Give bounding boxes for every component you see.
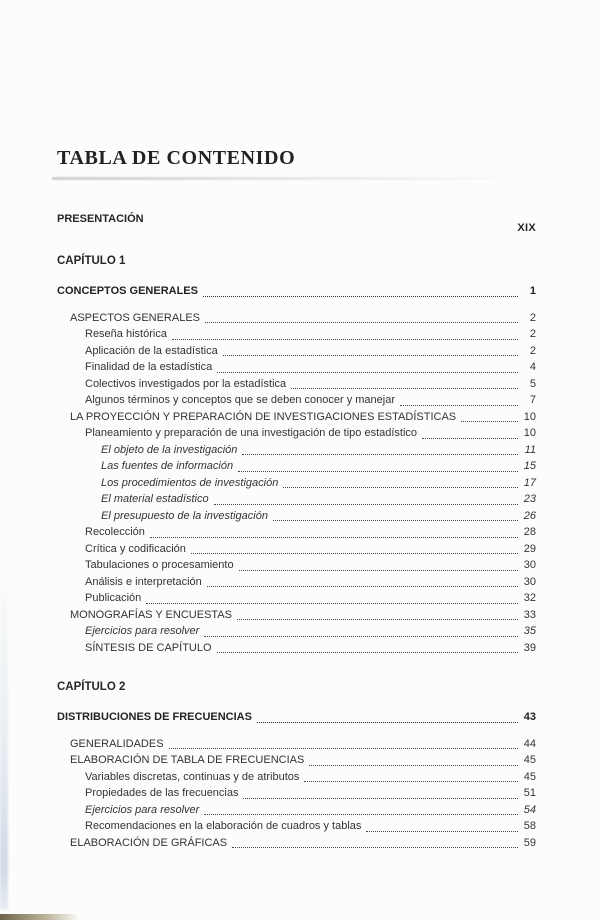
toc-entry-page-number: 1 bbox=[529, 285, 536, 297]
toc-entry bbox=[57, 769, 536, 786]
dot-leader bbox=[150, 537, 518, 538]
chapter-block bbox=[57, 681, 536, 851]
toc-entry-page-number: 2 bbox=[529, 311, 536, 324]
dot-leader bbox=[146, 603, 518, 604]
toc-entry bbox=[57, 835, 536, 852]
toc-entry-label: Propiedades de las frecuencias bbox=[85, 787, 239, 799]
dot-leader bbox=[422, 438, 518, 439]
toc-entry bbox=[57, 343, 536, 360]
toc-entry-label: Algunos términos y conceptos que se deben conocer y manejar bbox=[85, 394, 396, 406]
dot-leader bbox=[217, 652, 518, 653]
dot-leader bbox=[243, 798, 518, 799]
toc-entry bbox=[57, 283, 536, 300]
dot-leader bbox=[291, 388, 518, 389]
toc-entry-label: Recomendaciones en la elaboración de cuadros y tablas bbox=[85, 820, 362, 832]
toc-entry bbox=[57, 541, 536, 558]
toc-entry-page-number: 39 bbox=[523, 641, 536, 654]
dot-leader bbox=[239, 570, 518, 571]
dot-leader bbox=[242, 454, 518, 455]
toc-entry-label: El presupuesto de la investigación bbox=[101, 509, 268, 522]
toc-entry-label: El objeto de la investigación bbox=[101, 443, 238, 456]
toc-entry-page-number: 10 bbox=[523, 427, 536, 439]
page-title: TABLA DE CONTENIDO bbox=[57, 147, 296, 169]
toc-entry-page-number: 33 bbox=[523, 608, 536, 621]
title-underline-smudge bbox=[52, 177, 522, 180]
chapters-container bbox=[57, 255, 536, 851]
dot-leader bbox=[257, 722, 518, 723]
scan-artifact-bottom-left bbox=[0, 914, 80, 920]
toc-entry-label: Recolección bbox=[85, 526, 145, 538]
dot-leader bbox=[217, 372, 518, 373]
toc-entry bbox=[57, 623, 536, 640]
chapter-heading: CAPÍTULO 1 bbox=[57, 255, 126, 267]
toc-entry bbox=[57, 425, 536, 442]
toc-entry-page-number: 10 bbox=[523, 410, 536, 423]
toc-entry bbox=[57, 802, 536, 819]
chapter-entries bbox=[57, 709, 536, 851]
toc-entry-page-number: 4 bbox=[529, 361, 536, 373]
toc-entry-label: Análisis e interpretación bbox=[85, 575, 202, 588]
toc-entry-page-number: 44 bbox=[523, 737, 536, 750]
toc-entry-label: DISTRIBUCIONES DE FRECUENCIAS bbox=[57, 711, 252, 723]
toc-entry-label: Ejercicios para resolver bbox=[85, 625, 200, 637]
toc-entry-page-number: 28 bbox=[523, 526, 536, 538]
toc-entry-page-number: 2 bbox=[529, 344, 536, 357]
toc-entry-label: ELABORACIÓN DE TABLA DE FRECUENCIAS bbox=[70, 754, 305, 766]
toc-entry bbox=[57, 590, 536, 607]
toc-entry-label: El material estadístico bbox=[101, 493, 209, 505]
toc-entry-label: MONOGRAFÍAS Y ENCUESTAS bbox=[70, 608, 232, 621]
chapter-entries bbox=[57, 283, 536, 656]
toc-entry-label: Las fuentes de información bbox=[101, 460, 234, 472]
toc-entry bbox=[57, 442, 536, 459]
toc-entry-page-number: 17 bbox=[523, 476, 536, 489]
toc-entry-page-number: 35 bbox=[523, 625, 536, 637]
toc-entry-page-number: 7 bbox=[529, 394, 536, 406]
dot-leader bbox=[191, 553, 518, 554]
toc-entry-page-number: 51 bbox=[523, 787, 536, 799]
toc-entry bbox=[57, 607, 536, 624]
toc-entry-label: ELABORACIÓN DE GRÁFICAS bbox=[70, 836, 228, 849]
toc-entry-page-number: 30 bbox=[523, 559, 536, 571]
dot-leader bbox=[366, 831, 518, 832]
presentation-page-number: XIX bbox=[517, 222, 536, 234]
toc-entry-label: Crítica y codificación bbox=[85, 542, 186, 555]
dot-leader bbox=[204, 814, 518, 815]
toc-entry bbox=[57, 736, 536, 753]
toc-entry bbox=[57, 524, 536, 541]
toc-entry-page-number: 43 bbox=[523, 711, 536, 723]
dot-leader bbox=[273, 520, 518, 521]
toc-entry bbox=[57, 491, 536, 508]
dot-leader bbox=[283, 487, 518, 488]
dot-leader bbox=[214, 504, 518, 505]
toc-entry bbox=[57, 458, 536, 475]
toc-entry-page-number: 2 bbox=[529, 328, 536, 340]
toc-entry-page-number: 23 bbox=[523, 493, 536, 505]
chapter-heading: CAPÍTULO 2 bbox=[57, 681, 126, 693]
toc-entry-label: Los procedimientos de investigación bbox=[101, 476, 279, 489]
toc-entry bbox=[57, 359, 536, 376]
dot-leader bbox=[169, 748, 518, 749]
toc-entry-label: Aplicación de la estadística bbox=[85, 344, 218, 357]
dot-leader bbox=[304, 781, 518, 782]
toc-entry-page-number: 11 bbox=[524, 443, 536, 456]
toc-entry-page-number: 59 bbox=[523, 836, 536, 849]
dot-leader bbox=[238, 471, 518, 472]
toc-entry-label: GENERALIDADES bbox=[70, 737, 164, 750]
toc-entry bbox=[57, 326, 536, 343]
toc-entry-label: Variables discretas, continuas y de atributos bbox=[85, 770, 300, 783]
presentation-label: PRESENTACIÓN bbox=[57, 213, 144, 225]
toc-entry bbox=[57, 785, 536, 802]
toc-entry-label: LA PROYECCIÓN Y PREPARACIÓN DE INVESTIGACIONES ESTADÍSTICAS bbox=[70, 410, 457, 423]
toc-entry bbox=[57, 376, 536, 393]
toc-entry bbox=[57, 640, 536, 657]
toc-entry bbox=[57, 392, 536, 409]
toc-entry bbox=[57, 310, 536, 327]
chapter-block bbox=[57, 255, 536, 656]
toc-entry-label: Colectivos investigados por la estadística bbox=[85, 377, 287, 390]
toc-entry bbox=[57, 818, 536, 835]
toc-entry-page-number: 29 bbox=[523, 542, 536, 555]
toc-entry bbox=[57, 752, 536, 769]
toc-entry-page-number: 30 bbox=[523, 575, 536, 588]
dot-leader bbox=[203, 296, 518, 297]
toc-entry bbox=[57, 409, 536, 426]
toc-entry-label: ASPECTOS GENERALES bbox=[70, 311, 201, 324]
toc-entry-label: Ejercicios para resolver bbox=[85, 803, 200, 816]
presentation-row bbox=[57, 213, 536, 234]
toc-entry-label: Planeamiento y preparación de una investigación de tipo estadístico bbox=[85, 427, 418, 439]
toc-entry-label: Reseña histórica bbox=[85, 328, 167, 340]
toc-entry-label: CONCEPTOS GENERALES bbox=[57, 285, 198, 297]
toc-entry bbox=[57, 557, 536, 574]
toc-entry-label: SÍNTESIS DE CAPÍTULO bbox=[85, 641, 212, 654]
dot-leader bbox=[207, 586, 518, 587]
toc-entry bbox=[57, 475, 536, 492]
dot-leader bbox=[461, 421, 518, 422]
toc-entry bbox=[57, 709, 536, 726]
toc-entry-page-number: 5 bbox=[529, 377, 536, 390]
dot-leader bbox=[205, 322, 518, 323]
toc-entry-label: Tabulaciones o procesamiento bbox=[85, 559, 234, 571]
dot-leader bbox=[237, 619, 518, 620]
toc-entry-page-number: 15 bbox=[523, 460, 536, 472]
toc-entry-page-number: 54 bbox=[523, 803, 536, 816]
toc-entry-page-number: 32 bbox=[523, 592, 536, 604]
dot-leader bbox=[309, 765, 518, 766]
scan-smudge-left-edge bbox=[0, 560, 8, 910]
toc-entry-page-number: 45 bbox=[523, 754, 536, 766]
toc-entry-label: Finalidad de la estadística bbox=[85, 361, 213, 373]
toc-entry-page-number: 58 bbox=[523, 820, 536, 832]
dot-leader bbox=[223, 355, 518, 356]
toc-entry-page-number: 26 bbox=[523, 509, 536, 522]
toc-entry bbox=[57, 508, 536, 525]
dot-leader bbox=[204, 636, 518, 637]
toc-entry-label: Publicación bbox=[85, 592, 142, 604]
dot-leader bbox=[400, 405, 518, 406]
toc-entry bbox=[57, 574, 536, 591]
dot-leader bbox=[172, 339, 518, 340]
dot-leader bbox=[232, 847, 518, 848]
toc-entry-page-number: 45 bbox=[523, 770, 536, 783]
